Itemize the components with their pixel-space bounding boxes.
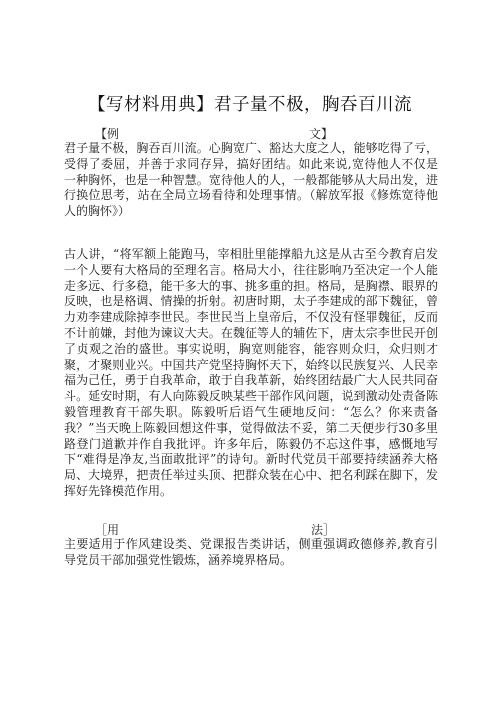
usage-paragraph: 主要适用于作风建设类、党课报告类讲话，侧重强调政德修养,教育引导党员干部加强党性锻炼，涵养境界格局。 — [64, 537, 438, 567]
body-paragraph: 古人讲，“将军额上能跑马，宰相肚里能撑船九这是从古至今教育启发一个人要有大格局的至理名言。格局大小，往往影响乃至决定一个人能走多远、行多稳，能干多大的事、挑多重的担。格局，是胸襟、眼界的反映，也是格调、情操的折射。初唐时期，太子李建成的部下魏征，曾力劝李建成除掉李世民。李世民当上皇帝后，不仅没有怪罪魏征，反而不计前嫌，封他为谏议大夫。在魏征等人的辅佐下，唐太宗李世民开创了贞观之治的盛世。事实说明，胸宽则能容，能容则众归，众归则才聚，才聚则业兴。中国共产党坚持胸怀天下，始终以民族复兴、人民幸福为己任，勇于自我革命，敢于自我革新，始终团结最广大人民共同奋斗。延安时期，有人向陈毅反映某些干部作风问题，说到激动处责备陈毅管理教育干部失职。陈毅听后语气生硬地反问：“怎么？你来责备我？”当天晚上陈毅回想这件事，觉得做法不妥，第二天便步行30多里路登门道歉并作自我批评。许多年后，陈毅仍不忘这件事，感慨地写下“难得是净友,当面敢批评”的诗句。新时代党员干部要持续涵养大格局、大境界，把责任举过头顶、把群众装在心中、把名利踩在脚下，发挥好先锋模范作用。 — [64, 247, 438, 498]
example-heading-open: 【例 — [95, 127, 120, 141]
example-paragraph: 君子量不极，胸吞百川流。心胸宽广、豁达大度之人，能够吃得了亏，受得了委屈，并善于求同存异，搞好团结。如此来说,宽待他人不仅是一种胸怀，也是一种智慧。宽待他人的人，一般都能够从大局出发，进行换位思考，站在全局立场看待和处理事情。（解放军报《修炼宽待他人的胸怀》） — [64, 141, 438, 219]
usage-section-heading — [95, 521, 355, 537]
usage-heading-close: 法］ — [311, 523, 336, 537]
example-section-heading — [95, 125, 335, 141]
example-heading-close: 文】 — [309, 127, 334, 141]
document-title: 【写材料用典】君子量不极，胸吞百川流 — [88, 95, 412, 115]
usage-heading-open: ［用 — [95, 523, 120, 537]
